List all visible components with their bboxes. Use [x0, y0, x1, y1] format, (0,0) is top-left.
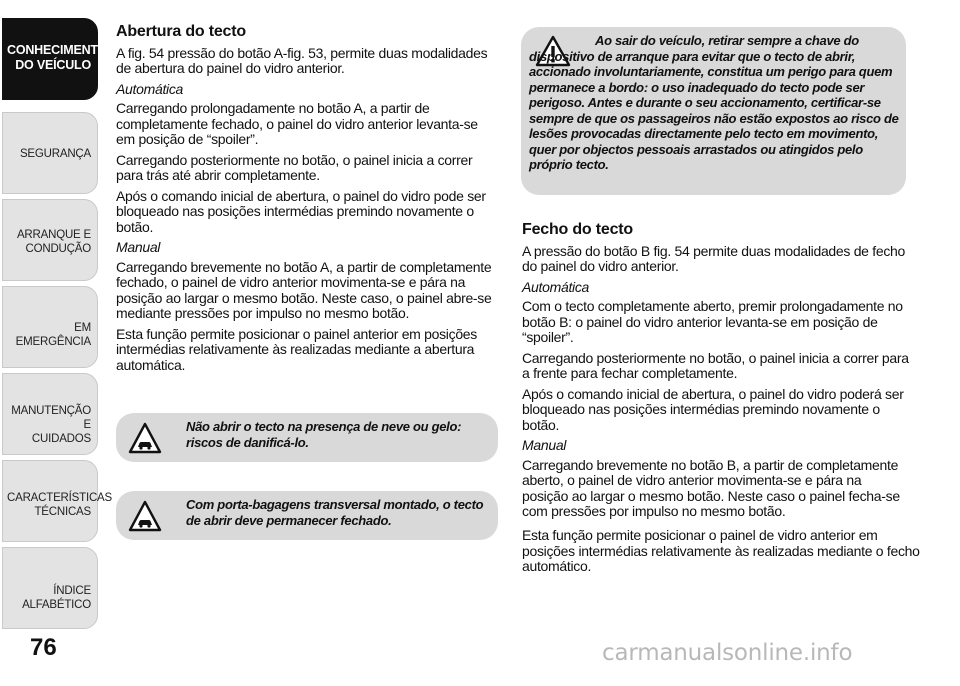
tab-seguranca[interactable]: [2, 112, 98, 194]
tab-label-line1: CARACTERÍSTICAS: [7, 492, 112, 504]
warning-text: Com porta-bagagens transversal montado, o tecto de abrir deve permanecer fechado.: [186, 497, 484, 528]
section-heading-fecho: Fecho do tecto: [522, 221, 633, 238]
paragraph: A fig. 54 pressão do botão A-fig. 53, permite duas modalidades de abertura do painel do vidro anterior.: [116, 44, 488, 76]
tab-indice-alfabetico[interactable]: [2, 547, 98, 629]
watermark-logo: carmanualsonline.info: [602, 640, 853, 666]
subheading-automatica: Automática: [116, 80, 184, 97]
paragraph: Carregando prolongadamente no botão A, a partir de completamente fechado, o painel do vidro anterior levanta-se em posição de “spoiler”.: [116, 100, 478, 147]
right-column: [522, 222, 910, 525]
left-column: [116, 24, 498, 378]
tab-label-line2: DO VEÍCULO: [15, 58, 91, 72]
paragraph: Após o comando inicial de abertura, o painel do vidro poderá ser bloqueado nas posições intermédias premindo novamente o botão.: [522, 385, 904, 433]
paragraph: Com o tecto completamente aberto, premir prolongadamente no botão B: o painel do vidro anterior levanta-se em posição de “spoiler”.: [522, 298, 903, 345]
tab-label-line2: CUIDADOS: [31, 433, 91, 445]
chapter-sidebar: [0, 0, 112, 686]
tab-manutencao-e-cuidados[interactable]: [2, 373, 98, 455]
paragraph: Carregando brevemente no botão A, a partir de completamente fechado, o painel de vidro anterior movimenta-se e pára na posição ao largar o mesmo botão. Neste caso, o painel abre-se mediante pressões por impulso no mesmo botão.: [116, 258, 492, 321]
paragraph: A pressão do botão B fig. 54 permite duas modalidades de fecho do painel do vidro anterior.: [522, 242, 905, 274]
paragraph: Carregando brevemente no botão B, a partir de completamente aberto, o painel de vidro anterior movimenta-se e pára na posição ao largar o mesmo botão. Neste caso o painel fecha-se com pressões por impulso no mesmo botão.: [522, 456, 900, 519]
paragraph: Após o comando inicial de abertura, o painel do vidro pode ser bloqueado nas posições intermédias premindo novamente o botão.: [116, 187, 486, 235]
warning-text: Não abrir o tecto na presença de neve ou gelo: riscos de danificá-lo.: [186, 419, 462, 450]
paragraph: Carregando posteriormente no botão, o painel inicia a correr para trás até abrir completamente.: [116, 151, 473, 183]
warning-car-icon: [128, 422, 162, 454]
tab-label-line1: CONHECIMENTO: [7, 43, 108, 57]
subheading-automatica: Automática: [522, 278, 590, 295]
tab-label-line2: CONDUÇÃO: [25, 243, 91, 255]
paragraph: Carregando posteriormente no botão, o painel inicia a correr para a frente para fechar completamente.: [522, 349, 909, 381]
warning-box-key: [521, 27, 906, 195]
warning-text: Ao sair do veículo, retirar sempre a chave do dispositivo de arranque para evitar que o tecto de abrir, accionado involuntariamente, constitua um perigo para quem permanece a bordo: o uso inadequado do tecto pode ser perigoso. Antes e durante o seu accionamento, certificar-se sempre de que os passageiros não estão expostos ao risco de lesões provocadas directamente pelo tecto em movimento, quer por objectos pessoais arrastados ou atingidos pelo próprio tecto.: [529, 33, 899, 172]
warning-box-snow: [116, 413, 498, 462]
tab-label-line2: TÉCNICAS: [34, 506, 91, 518]
tab-conhecimento-do-veiculo[interactable]: [2, 18, 108, 100]
tab-caracteristicas-tecnicas[interactable]: [2, 460, 112, 542]
tab-label-line1: ÍNDICE ALFABÉTICO: [22, 585, 91, 611]
paragraph-final: Esta função permite posicionar o painel de vidro anterior em posições intermédias relativamente às realizadas mediante o fecho automático.: [522, 527, 920, 574]
tab-arranque-e-conducao[interactable]: [2, 199, 98, 281]
warning-box-roof-rack: [116, 491, 498, 540]
tab-label-line1: EM EMERGÊNCIA: [15, 322, 91, 348]
section-heading-abertura: Abertura do tecto: [116, 23, 246, 40]
tab-em-emergencia[interactable]: [2, 286, 98, 368]
tab-label-line1: ARRANQUE E: [16, 229, 91, 241]
tab-label-line1: MANUTENÇÃO E: [11, 405, 91, 431]
tab-label-line1: SEGURANÇA: [19, 148, 91, 160]
subheading-manual: Manual: [522, 437, 567, 453]
subheading-manual: Manual: [116, 239, 161, 255]
page-number: 76: [30, 634, 57, 661]
warning-car-icon: [128, 500, 162, 532]
paragraph: Esta função permite posicionar o painel anterior em posições intermédias relativamente às realizadas mediante a abertura automática.: [116, 325, 477, 373]
